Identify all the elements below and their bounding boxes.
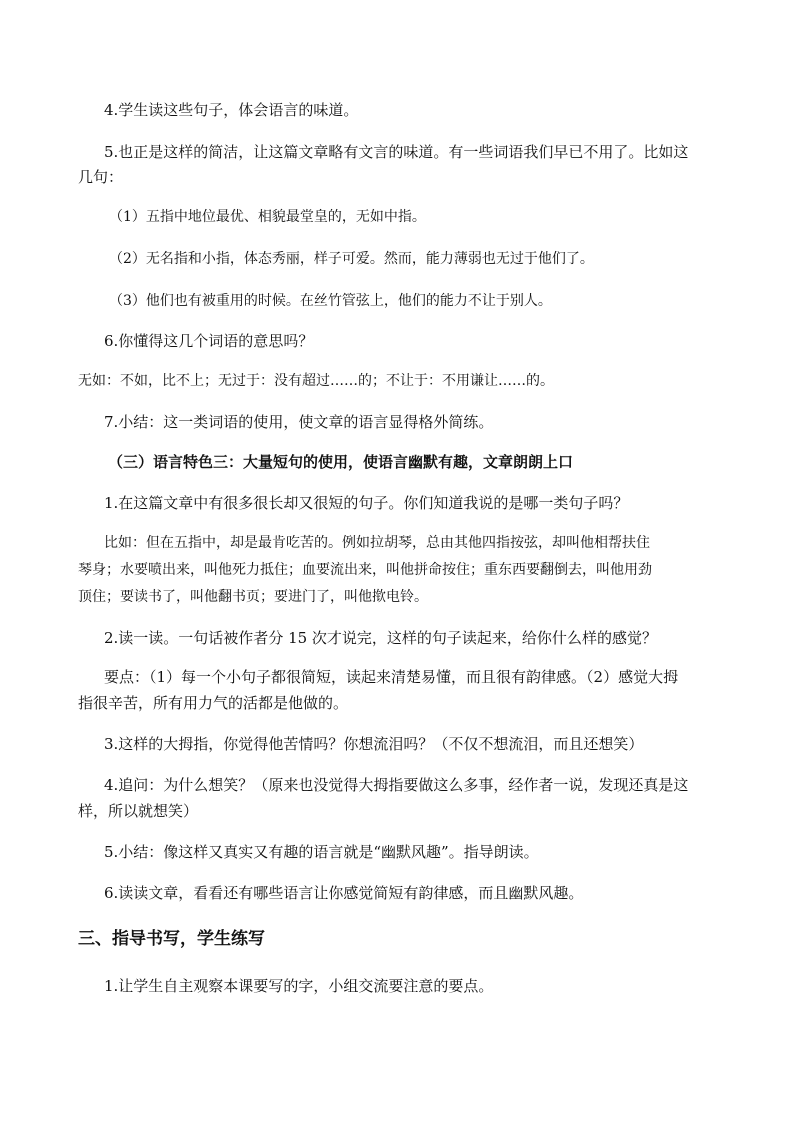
- paragraph-step-5-line-2: 几句：: [78, 168, 124, 186]
- example-sentence-3: （3）他们也有被重用的时候。在丝竹管弦上，他们的能力不让于别人。: [109, 293, 552, 309]
- paragraph-writing-1: 1.让学生自主观察本课要写的字，小组交流要注意的要点。: [104, 977, 494, 995]
- paragraph-step-6: 6.你懂得这几个词语的意思吗？: [104, 332, 314, 350]
- word-meanings: 无如：不如，比不上；无过于：没有超过……的；不让于：不用谦让……的。: [78, 373, 554, 389]
- example-passage-line-3: 顶住；要读书了，叫他翻书页；要进门了，叫他揿电铃。: [78, 589, 428, 605]
- example-passage-line-2: 琴身；水要喷出来，叫他死力抵住；血要流出来，叫他拼命按住；重东西要翻倒去，叫他用劲: [78, 562, 652, 578]
- example-passage-line-1: 比如：但在五指中，却是最肯吃苦的。例如拉胡琴，总由其他四指按弦，却叫他相帮扶住: [104, 535, 650, 551]
- paragraph-q3: 3.这样的大拇指，你觉得他苦情吗？你想流泪吗？（不仅不想流泪，而且还想笑）: [104, 735, 644, 753]
- section-heading-feature-3: （三）语言特色三：大量短句的使用，使语言幽默有趣，文章朗朗上口: [108, 453, 574, 471]
- key-points-line-1: 要点：（1）每一个小句子都很简短，读起来清楚易懂，而且很有韵律感。（2）感觉大拇: [104, 668, 679, 686]
- paragraph-step-5-line-1: 5.也正是这样的简洁，让这篇文章略有文言的味道。有一些词语我们早已不用了。比如这: [104, 143, 689, 161]
- key-points-line-2: 指很辛苦，所有用力气的活都是他做的。: [78, 694, 349, 712]
- paragraph-q4-line-1: 4.追问：为什么想笑？（原来也没觉得大拇指要做这么多事，经作者一说，发现还真是这: [104, 776, 689, 794]
- paragraph-step-6-read: 6.读读文章，看看还有哪些语言让你感觉简短有韵律感，而且幽默风趣。: [104, 884, 584, 902]
- example-sentence-2: （2）无名指和小指，体态秀丽，样子可爱。然而，能力薄弱也无过于他们了。: [109, 251, 594, 267]
- paragraph-q4-line-2: 样，所以就想笑）: [78, 802, 199, 820]
- paragraph-step-4: 4.学生读这些句子，体会语言的味道。: [104, 101, 359, 119]
- paragraph-q1: 1.在这篇文章中有很多很长却又很短的句子。你们知道我说的是哪一类句子吗？: [104, 494, 629, 512]
- example-sentence-1: （1）五指中地位最优、相貌最堂皇的，无如中指。: [109, 209, 426, 225]
- section-heading-3: 三、指导书写，学生练写: [78, 929, 265, 949]
- paragraph-step-7: 7.小结：这一类词语的使用，使文章的语言显得格外简练。: [104, 413, 494, 431]
- paragraph-q2: 2.读一读。一句话被作者分 15 次才说完，这样的句子读起来，给你什么样的感觉？: [104, 629, 657, 647]
- paragraph-summary-5: 5.小结：像这样又真实又有趣的语言就是“幽默风趣”。指导朗读。: [104, 843, 539, 861]
